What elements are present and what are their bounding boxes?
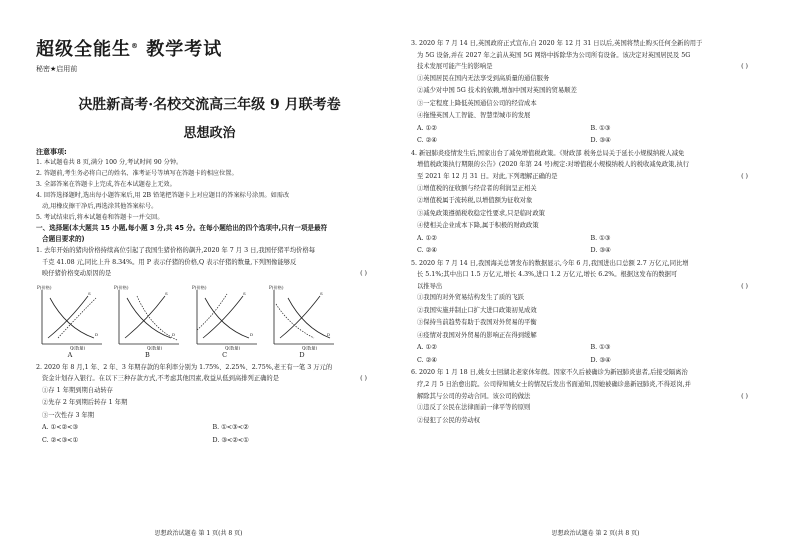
q5-choice-c[interactable]: C. ②④ — [417, 356, 437, 364]
graph-c-yaxis: P(价格) — [191, 284, 207, 290]
q5-choices — [411, 342, 764, 367]
q3-answer-paren: ( ) — [741, 63, 748, 71]
q5-option: ②我国实施并制止口扩大进口政策初见成效 — [417, 306, 537, 314]
q3-option: ④拖慢英国人工智能、智慧型城市的发展 — [417, 112, 531, 120]
question-2 — [36, 362, 383, 448]
footer-page-2: 思想政治试题卷 第 2 页(共 8 页) — [551, 530, 640, 537]
graph-a-svg — [36, 284, 104, 350]
q1-answer-paren: ( ) — [360, 270, 367, 278]
subject-title: 思想政治 — [183, 126, 236, 141]
q6-line: 疗,2 月 5 日治愈出院。公司得知姚女士的情况后发出书面通知,因她被确诊患新冠肺炎,不得返岗,并 — [417, 380, 691, 388]
curve-s-label: S — [165, 290, 169, 296]
q1-line: 千克 41.08 元,同比上升 8.34%。用 P 表示仔猪的价格,Q 表示仔猪的数量,下列图像能够反 — [42, 258, 297, 266]
note-item: 3. 全部答案在答题卡上完成,答在本试题卷上无效。 — [36, 181, 176, 188]
note-item: 5. 考试结束后,将本试题卷和答题卡一并交回。 — [36, 214, 164, 221]
graph-c-svg — [191, 284, 259, 350]
q5-answer-paren: ( ) — [741, 282, 748, 290]
q5-line: 以推导出 ( ) — [411, 281, 764, 293]
q2-option: ①存 1 年期到期自动转存 — [42, 386, 113, 394]
graph-c-label: C — [222, 350, 228, 359]
q4-choice-b[interactable]: B. ①③ — [590, 234, 611, 242]
right-page — [397, 0, 794, 543]
graph-b-yaxis: P(价格) — [114, 284, 129, 290]
q2-line: 2. 2020 年 8 月,1 年、2 年、3 年期存款的年利率分别为 1.75%、2.25%、2.75%,老王有一笔 3 万元的 — [36, 363, 333, 371]
graph-b[interactable] — [113, 284, 181, 359]
q4-choice-a[interactable]: A. ①② — [417, 234, 437, 242]
question-6 — [411, 367, 764, 427]
section-heading-cont: 合题目要求的) — [42, 235, 85, 243]
q4-choices — [411, 233, 764, 258]
q2-option: ③一次性存 3 年期 — [42, 411, 95, 419]
q4-choice-d[interactable]: D. ③④ — [590, 247, 611, 255]
q2-choices — [36, 422, 383, 447]
q2-answer-paren: ( ) — [360, 375, 367, 383]
q5-option: ④疫情对我国对外贸易的影响正在得到缓解 — [417, 331, 537, 339]
curve-d-label: D — [326, 331, 331, 337]
q6-line: 6. 2020 年 1 月 18 日,姚女士回湖北老家休年假。因家不久后被确诊为新冠肺炎患者,后接受隔离治 — [411, 369, 688, 377]
q4-option: ④使相关企业成本下降,属于积极的财政政策 — [417, 222, 539, 230]
secret-label: 秘密★启用前 — [36, 65, 78, 73]
section-heading: 一、选择题(本大题共 15 小题,每小题 3 分,共 45 分。在每小题给出的四个选项中,只有一项是最符 — [36, 224, 328, 232]
q5-option: ③保持当前趋势有助于我国对外贸易的平衡 — [417, 319, 537, 327]
q4-answer-paren: ( ) — [741, 172, 748, 180]
q1-line: 1. 去年开始的猪肉价格持续高位引起了我国生猪价格的飙升,2020 年 7 月 3 日,我国仔猪平均价格每 — [36, 247, 316, 254]
q3-line: 为 5G 设备,并在 2027 年之前从英国 5G 网络中拆除华为公司所有设备。该决定对英国居民及 5G — [417, 51, 691, 59]
graph-d-svg — [268, 284, 336, 350]
q2-choice-a[interactable]: A. ①<②<③ — [42, 424, 79, 432]
graph-d-xaxis: Q(数量) — [301, 345, 318, 350]
q4-line: 至 2021 年 12 月 31 日。对此,下列理解正确的是 ( ) — [411, 171, 764, 183]
curve-s-label: S — [88, 290, 91, 296]
graph-c-xaxis: Q(数量) — [224, 345, 240, 350]
q3-option: ②减少对中国 5G 技术的依赖,增加中国对英国的贸易顺差 — [417, 87, 577, 95]
q1-graphs — [36, 284, 336, 359]
q3-choice-c[interactable]: C. ②④ — [417, 137, 437, 145]
q5-line: 5. 2020 年 7 月 14 日,我国海关总署发布的数据显示,今年 6 月,我国进出口总额 2.7 万亿元,同比增 — [411, 259, 689, 267]
note-item: 动,用橡皮擦干净后,再选涂其他答案标号。 — [42, 203, 158, 210]
q4-line: 增值税政策执行期限的公告》(2020 年第 24 号)规定:对增值税小规模纳税人的税收减免政策,执行 — [417, 161, 690, 169]
q4-option: ②增值税属于流转税,以增值额为征收对象 — [417, 197, 533, 205]
q5-option: ①我国的对外贸易结构发生了质的飞跃 — [417, 294, 525, 302]
q6-line: 解除其与公司的劳动合同。该公司的做法 ( ) — [411, 391, 764, 403]
q2-line: 资金计划存入银行。在以下三种存款方式,不考虑其他因素,收益从低到高排列正确的是 ( ) — [36, 373, 383, 385]
q1-line: 映仔猪价格变动原因的是 ( ) — [36, 268, 383, 280]
curve-s-label: S — [242, 290, 246, 296]
curve-s-label: S — [319, 290, 323, 296]
brand-logo: 超级全能生® 教学考试 — [36, 39, 223, 60]
question-3 — [411, 38, 764, 148]
graph-b-label: B — [144, 350, 150, 359]
q2-option: ②先存 2 年到期后转存 1 年期 — [42, 399, 128, 407]
q5-choice-d[interactable]: D. ③④ — [590, 356, 611, 364]
q3-line: 技术发展可能产生的影响是 ( ) — [411, 61, 764, 73]
graph-d[interactable] — [268, 284, 336, 359]
q5-choice-b[interactable]: B. ①③ — [590, 344, 611, 352]
q5-line: 长 5.1%;其中出口 1.5 万亿元,增长 4.3%,进口 1.2 万亿元,增长 6.2%。根据这发布的数据可 — [417, 271, 678, 279]
q3-option: ①英国居民在国内无法享受到高质量的通信服务 — [417, 74, 550, 82]
q3-choices — [411, 123, 764, 148]
q3-choice-b[interactable]: B. ①③ — [590, 124, 611, 132]
curve-d-label: D — [172, 331, 176, 337]
question-5 — [411, 258, 764, 368]
note-item: 4. 回答选择题时,选出每小题答案后,用 2B 铅笔把答题卡上对应题目的答案标号涂黑。如需改 — [36, 192, 290, 199]
q2-choice-c[interactable]: C. ②<③<① — [42, 436, 79, 444]
curve-d-label: D — [95, 331, 99, 337]
graph-a-label: A — [67, 350, 73, 359]
question-1 — [36, 245, 383, 359]
q3-option: ③一定程度上降低英国通信公司的经营成本 — [417, 99, 537, 107]
q2-choice-b[interactable]: B. ①<③<② — [212, 424, 249, 432]
curve-d-label: D — [249, 331, 253, 337]
q4-option: ①增值税的征收额与经营者的利润呈正相关 — [417, 184, 537, 192]
graph-a-xaxis: Q(数量) — [70, 345, 86, 350]
note-item: 1. 本试题卷共 8 页,满分 100 分,考试时间 90 分钟。 — [36, 159, 183, 166]
footer-page-1: 思想政治试题卷 第 1 页(共 8 页) — [154, 530, 243, 537]
notes-list — [36, 157, 383, 223]
q6-option: ①违反了公民在法律面前一律平等的原则 — [417, 404, 531, 412]
graph-c[interactable] — [191, 284, 259, 359]
note-item: 2. 答题前,考生务必将自己的姓名、准考证号等填写在答题卡的相应位置。 — [36, 170, 238, 177]
notes-title: 注意事项: — [36, 148, 67, 156]
q3-line: 3. 2020 年 7 月 14 日,英国政府正式宣布,自 2020 年 12 月 31 日以后,英国将禁止购买任何全新的用于 — [411, 40, 703, 47]
q6-answer-paren: ( ) — [741, 392, 748, 400]
graph-a[interactable] — [36, 284, 104, 359]
graph-d-label: D — [299, 350, 305, 359]
q3-choice-a[interactable]: A. ①② — [417, 124, 437, 132]
q4-line: 4. 新冠肺炎疫情发生后,国家出台了减免增值税政策。《财政部 税务总局关于延长小规模纳税人减免 — [411, 149, 685, 157]
q5-choice-a[interactable]: A. ①② — [417, 344, 437, 352]
graph-b-svg — [113, 284, 181, 350]
q6-option: ②侵犯了公民的劳动权 — [417, 416, 480, 424]
graph-d-yaxis: P(价格) — [268, 284, 284, 290]
question-4 — [411, 148, 764, 258]
exam-title: 决胜新高考·名校交流高三年级 9 月联考卷 — [78, 97, 341, 113]
q2-choice-d[interactable]: D. ③<②<① — [212, 436, 249, 444]
q4-option: ③减免政策遵循税收稳定性要求,只是临时政策 — [417, 209, 545, 217]
graph-b-xaxis: Q(数量) — [147, 345, 163, 350]
q3-choice-d[interactable]: D. ③④ — [590, 137, 611, 145]
q4-choice-c[interactable]: C. ②④ — [417, 247, 437, 255]
graph-a-yaxis: P(价格) — [37, 284, 52, 290]
